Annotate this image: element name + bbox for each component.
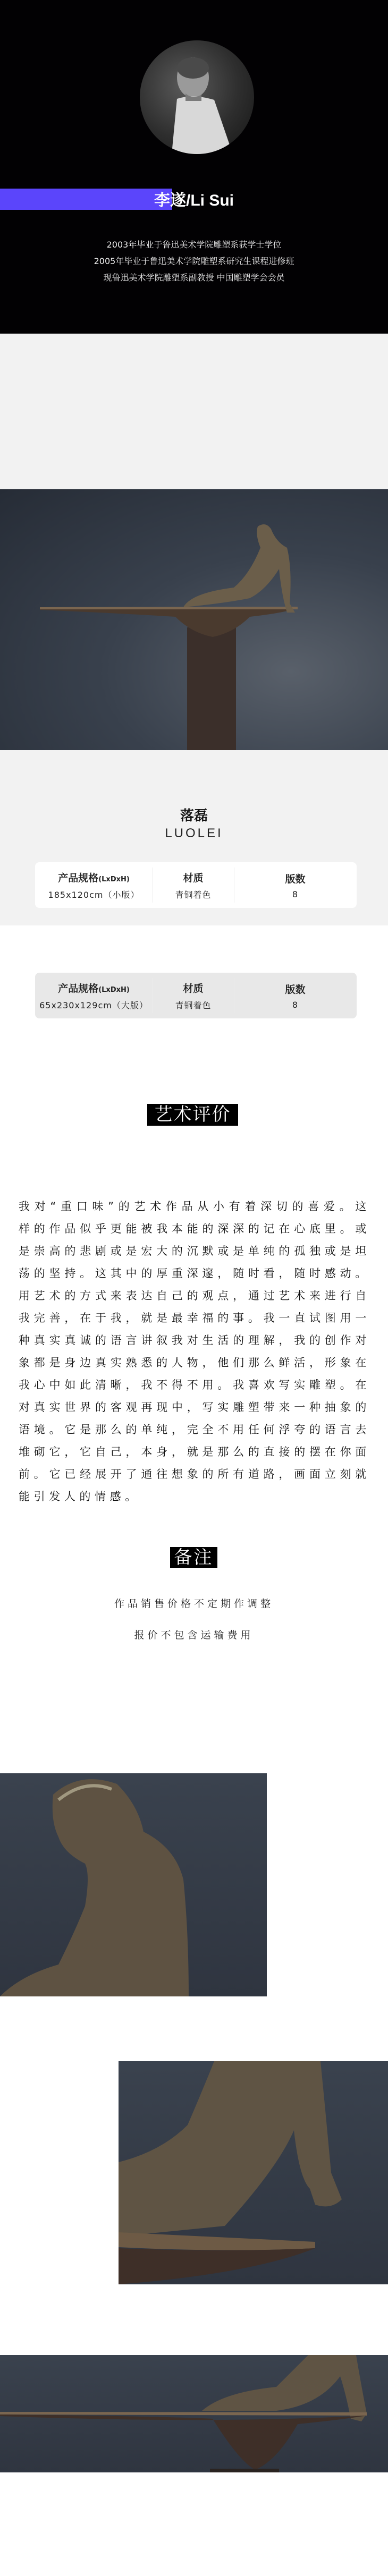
spec-table-small [35,862,357,908]
material-value: 青铜着色 [175,889,212,900]
notes-heading: 备注 [170,1547,217,1568]
bio-line: 2005年毕业于鲁迅美术学院雕塑系研究生课程进修班 [94,256,294,266]
sculpture-main-photo [0,489,388,750]
size-value: 185x120cm（小版） [48,889,140,900]
material-label: 材质 [183,982,204,994]
work-title-en: LUOLEI [165,826,223,840]
work-title: 落磊 [180,808,208,824]
artist-avatar [140,40,254,154]
size-label: 产品规格 [58,872,99,884]
sculpture-base-photo [0,2355,388,2472]
spec-table-large [35,973,357,1018]
spec-size-column [35,973,153,1018]
spec-edition-column [234,973,357,1018]
spec-material-column [153,862,234,908]
edition-label: 版数 [285,983,306,996]
review-heading: 艺术评价 [147,1104,238,1126]
spec-material-column [153,973,234,1018]
edition-label: 版数 [285,873,306,885]
note-line: 作品销售价格不定期作调整 [114,1598,274,1610]
spec-edition-column [234,862,357,908]
size-value: 65x230x129cm（大版） [39,1000,148,1010]
spec-size-column [35,862,153,908]
bio-line: 2003年毕业于鲁迅美术学院雕塑系获学士学位 [106,240,282,250]
review-paragraph: 我对“重口味”的艺术作品从小有着深切的喜爱。这样的作品似乎更能被我本能的深深的记在心底里。或是崇高的悲剧或是宏大的沉默或是单纯的孤独或是坦荡的坚持。这其中的厚重深邃，随时看，随时感动。用艺术的方式来表达自己的观点，通过艺术来进行自我完善，在于我，就是最幸福的事。我一直试图用一种真实真诚的语言讲叙我对生活的理解，我的创作对象都是身边真实熟悉的人物，他们那么鲜活，形象在我心中如此清晰，我不得不用。我喜欢写实雕塑。在对真实世界的客观再现中，写实雕塑带来一种抽象的语境。它是那么的单纯，完全不用任何浮夸的语言去堆砌它，它自己，本身，就是那么的直接的摆在你面前。它已经展开了通往想象的所有道路，画面立刻就能引发人的情感。 [19,1200,370,1503]
bio-line: 现鲁迅美术学院雕塑系副教授 中国雕塑学会会员 [103,273,285,283]
sculpture-detail-upper-photo [0,1773,267,1996]
size-label: 产品规格 [58,982,99,994]
note-line: 报价不包含运输费用 [134,1629,254,1641]
artist-name: 李遂/Li Sui [154,192,234,209]
size-unit: (LxDxH) [98,985,130,994]
size-unit: (LxDxH) [98,875,130,883]
material-value: 青铜着色 [175,1000,212,1010]
edition-value: 8 [292,999,299,1010]
edition-value: 8 [292,889,299,899]
sculpture-detail-arm-photo [119,2061,388,2284]
material-label: 材质 [183,872,204,884]
